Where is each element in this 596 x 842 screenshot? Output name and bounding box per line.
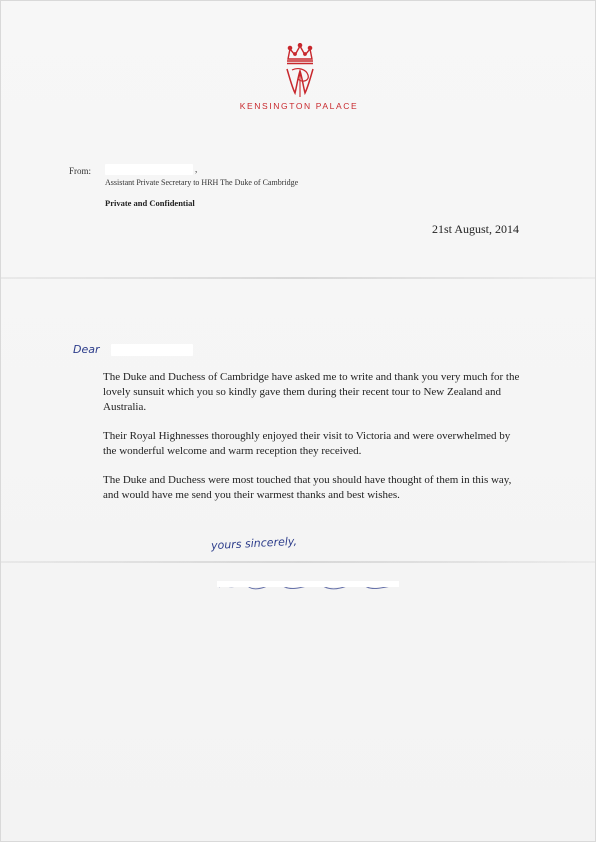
paragraph-text: The Duke and Duchess of Cambridge have asked me to write and thank you very much for the lovely sunsuit which you so kindly gave them during their recent tour to New Zealand and Australia.	[103, 371, 520, 413]
letterhead-title: KENSINGTON PALACE	[239, 101, 359, 111]
sender-title: Assistant Private Secretary to HRH The Duke of Cambridge	[105, 178, 299, 187]
redacted-recipient-name	[111, 344, 193, 356]
body-paragraph	[103, 370, 523, 415]
letter-body	[103, 370, 523, 517]
sender-comma: ,	[195, 164, 198, 174]
confidential-label: Private and Confidential	[105, 198, 195, 208]
redacted-sender-name	[105, 164, 193, 175]
paper-fold	[1, 561, 595, 563]
redacted-signature-icon	[215, 578, 405, 592]
salutation: Dear	[73, 343, 100, 356]
royal-cypher-crest-icon	[270, 43, 330, 99]
paragraph-text: Their Royal Highnesses thoroughly enjoyed their visit to Victoria and were overwhelmed by the wonderful welcome and warm reception they received.	[103, 430, 511, 457]
body-paragraph	[103, 429, 523, 459]
letter-date: 21st August, 2014	[431, 222, 519, 236]
closing-handwritten: yours sincerely,	[210, 534, 298, 553]
paragraph-text: The Duke and Duchess were most touched that you should have thought of them in this way, and would have me send you their warmest thanks and best wishes.	[103, 474, 512, 501]
from-label: From:	[69, 166, 92, 176]
body-paragraph	[103, 473, 523, 503]
paper-fold	[1, 277, 595, 279]
